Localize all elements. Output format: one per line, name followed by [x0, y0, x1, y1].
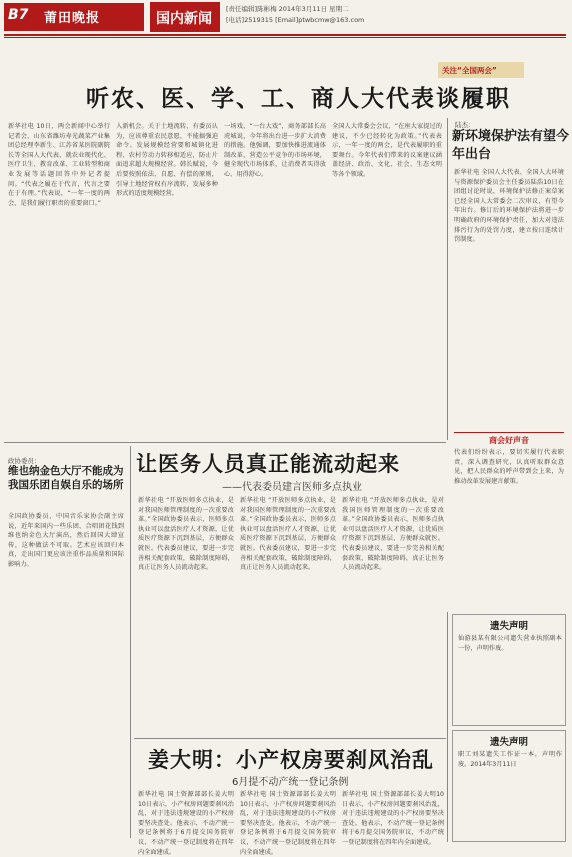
story-divider: [134, 738, 446, 739]
page-header: [0, 0, 570, 44]
section-code: B7: [8, 7, 29, 23]
story1-column-1: 新华社电 10日，两会新闻中心举行记者会，山东省潍坊寿光蔬菜产业集团总经理李新生、江苏省某医院副院长等全国人大代表，就农业现代化、医疗卫生、教育改革、工业转型和商业发展等话题回答中外记者提问。“代表之履在于代言，代言之要在于有理。”代表说，“一年一度的两会，是我们履行职责的重要窗口。”: [8, 123, 110, 207]
sidebar-lower-body: 代表们纷纷表示，要切实履行代表职责，深入调查研究，认真听取群众意见，把人民群众的呼声带到会上来，为推动改革发展建言献策。: [454, 449, 564, 485]
story3-column-1: 新华社电 国土资源部部长姜大明10日表示，小产权房问题要刹风治乱，对于违法违规建设的小产权房要坚决查处。他表示，不动产统一登记条例将于6月提交国务院审议，不动产统一登记制度将在四年内全面建成。: [138, 791, 234, 856]
lianghui-tag: 关注“全国两会”: [438, 62, 524, 78]
chamber-voice-tag: 商会好声音: [454, 432, 564, 446]
notice-body-2: 职工刘某遗失工作证一本，声明作废。2014年3月11日: [458, 751, 562, 768]
sidebar-kicker: 陆杰：: [455, 121, 475, 129]
left-box-headline: 维也纳金色大厅不能成为我国乐团自娱自乐的场所: [8, 465, 124, 491]
story1-column-3: 一场戏，“一台大戏”，商务部部长高虎城说，今年将出台进一步扩大消费的措施。他强调，要加快推进流通体制改革，营造公平竞争的市场环境，健全现代市场体系，让消费者买得放心、用得舒心。: [224, 123, 326, 178]
header-rule: [4, 34, 566, 36]
left-box-kicker: 政协委员：: [8, 457, 41, 465]
story2-subheadline: ——代表委员建言医师多点执业: [222, 482, 362, 493]
story3-column-2: 新华社电 国土资源部部长姜大明10日表示，小产权房问题要刹风治乱，对于违法违规建设的小产权房要坚决查处。他表示，不动产统一登记条例将于6月提交国务院审议，不动产统一登记制度将在四年内全面建成。: [240, 791, 336, 856]
column-divider: [447, 118, 448, 440]
header-rule-thin: [4, 37, 566, 38]
story3-headline: 姜大明：小产权房要刹风治乱: [148, 747, 434, 772]
sidebar-body: 新华社电 全国人大代表、全国人大环境与资源保护委员会主任委员陆浩10日在团组讨论时说，环境保护法修正案草案已经全国人大常委会二次审议，有望今年出台。修订后的环境保护法将进一步明确政府的环境保护责任，加大对违法排污行为的处罚力度，建立按日连续计罚制度。: [454, 169, 564, 244]
notice-body-1: 仙游县某有限公司遗失营业执照副本一份，声明作废。: [458, 635, 562, 652]
notice-title-2: 遗失声明: [489, 737, 528, 748]
newspaper-logo: 莆田晚报: [44, 11, 101, 26]
story2-headline: 让医务人员真正能流动起来: [136, 451, 400, 476]
story2-column-3: 新华社电 “开放医师多点执业，是对我国医师管理制度的一次重要改革。”全国政协委员表示，医师多点执业可以盘活医疗人才资源，让优质医疗资源下沉到基层，方便群众就医。代表委员建议，要进一步完善相关配套政策，破除制度障碍，真正让医务人员流动起来。: [342, 497, 444, 572]
notice-divider: [447, 612, 448, 842]
story2-column-1: 新华社电 “开放医师多点执业，是对我国医师管理制度的一次重要改革。”全国政协委员表示，医师多点执业可以盘活医疗人才资源，让优质医疗资源下沉到基层，方便群众就医。代表委员建议，要进一步完善相关配套政策，破除制度障碍，真正让医务人员流动起来。: [138, 497, 234, 572]
editor-date-line: [责任编辑]陈彬梅 2014年3月11日 星期二: [226, 5, 349, 13]
story1-headline: 听农、医、学、工、商人大代表谈履职: [86, 85, 511, 112]
story3-subheadline: 6月提不动产统一登记条例: [232, 777, 349, 788]
story2-column-2: 新华社电 “开放医师多点执业，是对我国医师管理制度的一次重要改革。”全国政协委员表示，医师多点执业可以盘活医疗人才资源，让优质医疗资源下沉到基层，方便群众就医。代表委员建议，要进一步完善相关配套政策，破除制度障碍，真正让医务人员流动起来。: [240, 497, 336, 572]
story1-column-2: 入新机会。关于土地流转，有委员认为，应该尊重农民意愿，不能搞强迫命令。发展规模经营要和城镇化进程、农村劳动力转移相适应，防止片面追求超大规模经营。韩长赋说，今后要按照依法、自愿、有偿的原则，引导土地经营权有序流转，发展多种形式的适度规模经营。: [116, 123, 218, 198]
notice-title-1: 遗失声明: [489, 621, 528, 632]
left-box-body: 全国政协委员、中国音乐家协会副主席说，近年来国内一些乐团、合唱团花钱到维也纳金色大厅演出，然后回国大肆宣传，这种做法不可取。艺术应该回归本真，走出国门更应该注重作品质量和国际影响力。: [8, 513, 124, 568]
left-box-divider: [130, 446, 131, 838]
sidebar-headline: 新环境保护法有望今年出台: [452, 129, 570, 162]
story3-column-3: 新华社电 国土资源部部长姜大明10日表示，小产权房问题要刹风治乱，对于违法违规建设的小产权房要坚决查处。他表示，不动产统一登记条例将于6月提交国务院审议，不动产统一登记制度将在四年内全面建成。: [342, 791, 444, 846]
contact-line: [电话]2519315 [Email]ptwbcmw@163.com: [226, 16, 365, 24]
section-name: 国内新闻: [150, 2, 220, 32]
section-divider: [4, 442, 446, 443]
story1-column-4: 全国人大常委会会议，“在座大家提过的建议，不少已经转化为政策。”代表表示，一年一度的两会，是代表履职的重要舞台。今年代表们带来的议案建议涵盖经济、政治、文化、社会、生态文明等各个领域。: [332, 123, 442, 178]
masthead-block: [4, 3, 144, 31]
